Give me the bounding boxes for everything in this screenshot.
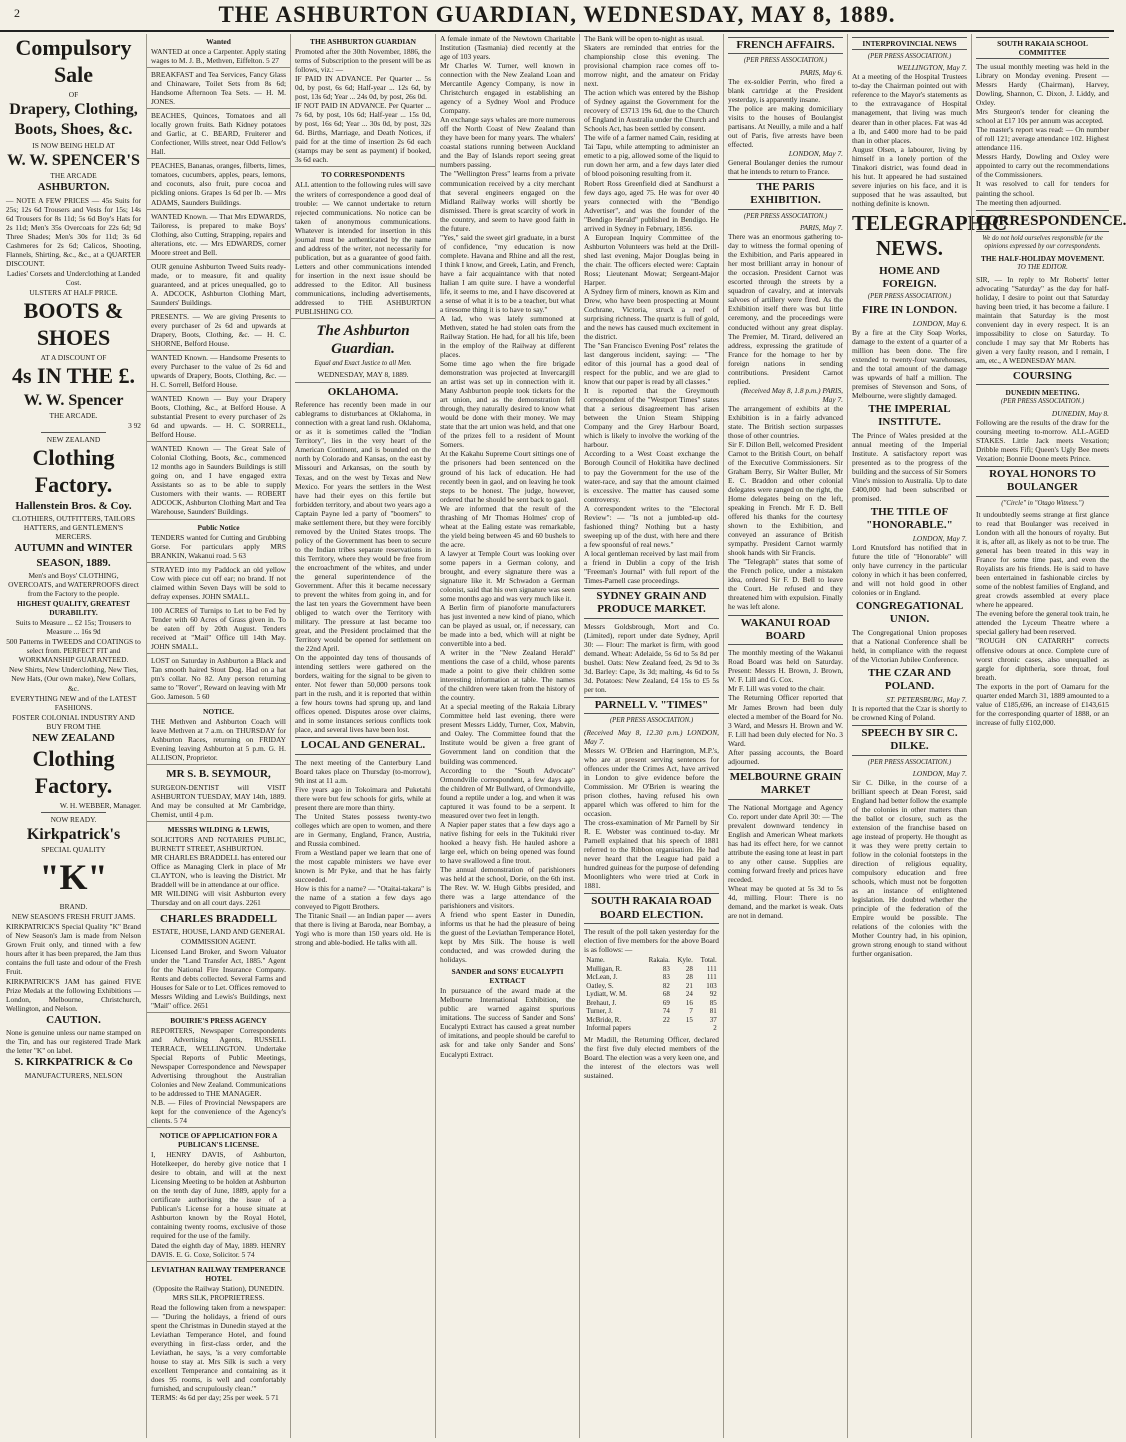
dateline: LONDON, May 7. — [912, 533, 967, 543]
table-row — [584, 982, 718, 991]
ad-line: Men's and Boys' CLOTHING, OVERCOATS, and WATERPROOFS direct from the Factory to the people. — [8, 571, 139, 599]
column-8 — [971, 34, 1126, 1438]
article-paragraph: The "Wellington Press" learns from a private communication received by a city merchant that several engineers engaged on the Midland Railway works will shortly be dismissed. There is great scarcity of work in the country, and seem to have good faith in the future. — [440, 169, 575, 233]
article-paragraph: Skaters are reminded that entries for the championship close this evening. The provisional champion race comes off to-morrow night, and the amateur on Friday next. — [584, 43, 719, 89]
k-brand-mark: "K" — [39, 857, 108, 898]
ad-line: AT A DISCOUNT OF — [40, 352, 107, 362]
section-heading: BOUIRIE'S PRESS AGENCY — [170, 1015, 267, 1025]
article-paragraph: The annual demonstration of parishioners was held at the school, Dorie, on the 6th inst. The Rev. W. W. Hugh Gibbs presided, and there was a large attendance of the parishioners and visitors. — [440, 864, 575, 910]
article-paragraph: At a special meeting of the Rakaia Library Committee held last evening, there were present Messrs Liddy, Turner, Cox, Mabvin, and Oaley. The Committee found that the Institute would be given a free grant of Government land on condition that the building was commenced. — [440, 702, 575, 766]
ad-headline: NEW ZEALAND — [32, 731, 115, 744]
section-heading: INTERPROVINCIAL NEWS — [852, 37, 967, 50]
table-row — [584, 999, 718, 1008]
section-heading: TELEGRAPHIC NEWS. — [852, 210, 1008, 261]
article-paragraph: A lawyer at Temple Court was looking over some papers in a German colony, and brought, and every signature there was a signature like it. Mr Schwadon a German colonist, said that his own signature was seen some months ago and was very much like it. — [440, 548, 575, 603]
ad-line: BRAND. — [59, 902, 88, 912]
table-cell: 28 — [685, 964, 693, 973]
section-heading: THE TITLE OF "HONORABLE." — [866, 505, 953, 532]
newspaper-title: THE ASHBURTON GUARDIAN, WEDNESDAY, MAY 8, 1889. — [218, 2, 896, 27]
classified-ad: REPORTERS, Newspaper Correspondents and Advertising Agents, RUSSELL TERRACE, WELLINGTON. Undertake Special Reports of Public Meetings, Newspaper Correspondence and Newspaper Advertising throughout the Australian Colonies and New Zealand. Communications to be addressed to THE MANAGER. — [151, 1025, 286, 1098]
dateline: LONDON, May 7. — [788, 148, 843, 158]
classified-ad: PEACHES, Bananas, oranges, filberts, limes, tomatoes, cucumbers, apples, pears, lemons, and coconuts, also fruit, pure cocoa and pickling onions. Grapes 1s 6d per lb. — Mrs ADAMS, Saunders Buildings. — [147, 161, 290, 209]
ad-ref: 3 92 — [128, 421, 141, 431]
section-heading: CONGREGATIONAL UNION. — [855, 599, 964, 626]
article-paragraph: A European Inquiry Committee of the Ashburton Volunteers was held at the Drill-shed last evening, Major Douglas being in the chair. The officers elected were: Captain Ross; Lieutenant Mowat; Sergeant-Major Harper. — [584, 232, 719, 287]
ad-line: EVERYTHING NEW and of the LATEST FASHIONS. — [10, 693, 137, 712]
section-heading: COURSING — [976, 368, 1109, 385]
ad-line: ULSTERS AT HALF PRICE. — [29, 288, 118, 298]
section-heading: SANDER and SONS' EUCALYPTI EXTRACT — [451, 967, 564, 986]
column-6 — [723, 34, 847, 1438]
classified-ad: WANTED Known. — That Mrs EDWARDS, Tailoress, is prepared to make Boys' Clothing, also Cutting, Strapping, repairs and alterations, etc. — Mrs EDWARDS, corner Moore street and Bell. — [147, 212, 290, 260]
article-paragraph: "Yes," said the sweet girl graduate, in a burst of confidence, "my education is now complete. Havana and Rhine and all the rest, I think I know, and Greek, Latin, and French, have a fair acquaintance with that noted Italian I am quite sure. I have a wonderful life, it seems to me, and I have discovered at a sense of what it is to be a teacher, but what a tiresome thing it is to have to say." — [440, 232, 575, 314]
article-paragraph: The police are making domiciliary visits to the houses of Boulangist partisans. At Neuilly, a mile and a half out of Paris, five arrests have been effected. — [728, 103, 843, 149]
article-paragraph: "ROUGH ON CATARRH" corrects offensive odours at once. Complete cure of worst chronic cases, also unequalled as gargle for diphtheria, sore throat, foul breath. — [976, 636, 1109, 682]
article-paragraph: A Sydney firm of miners, known as Kim and Drew, who have been prospecting at Mount Cochrane, Victoria, struck a reef of surprising richness. The quartz is full of gold, and the news has caused much excitement in the district. — [584, 286, 719, 342]
table-cell: 103 — [706, 981, 717, 990]
classified-ad: WANTED at once a Carpenter. Apply stating wages to M. J. B., Methven, Eiffelton. 5 27 — [147, 47, 290, 68]
ad-line: NEW SEASON'S FRESH FRUIT JAMS. — [11, 912, 136, 922]
classified-ad: Read the following taken from a newspaper: — "During the holidays, a friend of ours spent the Christmas in Dunedin stayed at the Leviathan Temperance Hotel, and found everything in first-class order, and the Leviathan, he says, 'is a very comfortable house to stay at. Mrs Silk is such a very excellent Temperance and containing as it does 95 rooms, is well and comfortably furnished, and scrupulously clean.'" — [151, 1302, 286, 1393]
table-cell — [642, 1024, 672, 1033]
column-3 — [290, 34, 435, 1438]
classified-ad: OUR genuine Ashburton Tweed Suits ready-made, or to measure, fit and quality guaranteed, and at prices unequalled, go to A. ADCOCK, Ashburton Clothing Mart, Saunders' Buildings. — [147, 262, 290, 310]
dateline: ST. PETERSBURG, May 7. — [886, 694, 967, 704]
ad-headline: CAUTION. — [46, 1013, 101, 1026]
article-paragraph: Sir C. Dilke, in the course of a brilliant speech at Dean Forest, said England had better follow the example of the colonies in other matters than the ballot or closure, such as the extension of the franchise based on age instead of property. He thought as it was they were pretty certain to follow in the colonial footsteps in the direction of religious equality, compulsory education and free schools, which must not be forgotten as an instance of enlightened legislation. He doubted whether the principle of the federation of the Empire would be possible. The relations of the colonies with the Mother Country had, in his opinion, grown strong enough to stand without further organisation. — [852, 777, 967, 959]
classified-ad: MR WILDING will visit Ashburton every Thursday and on all court days. 2261 — [147, 889, 290, 910]
section-heading: SOUTH RAKAIA SCHOOL COMMITTEE — [976, 37, 1109, 59]
article-paragraph: A Berlin firm of pianoforte manufacturers has just invented a new kind of piano, which can be played as usual, or, if necessary, can be made into a bed, which will at night be convertible into a bed. — [440, 602, 575, 649]
wire-credit: (PER PRESS ASSOCIATION.) — [743, 212, 828, 220]
table-cell — [672, 1024, 695, 1033]
ad-line: HIGHEST QUALITY, GREATEST DURABILITY. — [16, 599, 131, 618]
table-row — [584, 990, 718, 999]
classified-ad: I, HENRY DAVIS, of Ashburton, Hotelkeeper, do hereby give notice that I desire to obtain, and will at the next Licensing Meeting to be holden at Ashburton on the tenth day of June, 1889, apply for a certificate authorising the issue of a Publican's License for a house situate at Ashburton known by the Royal Hotel, containing twenty rooms, exclusive of those required for the use of the family. — [151, 1150, 286, 1241]
table-cell: 92 — [709, 990, 717, 999]
article-paragraph: On the appointed day tens of thousands of intending settlers were gathered on the borders, waiting for the signal to be given to enter. Not fewer than 50,000 persons took part in the rush, and it is reported that within a few hours towns had sprung up, and land offices opened. Disputes arose over claims, and in some instances serious conflicts took place, and several lives have been lost. — [295, 653, 431, 735]
dateline: PARIS, May 6. — [800, 67, 843, 77]
article-paragraph: Mr Madill, the Returning Officer, declared the first five duly elected members of the Board. The election was a very keen one, and the interest of the electors was well sustained. — [584, 1034, 719, 1081]
classified-ad: TERMS: 4s 6d per day; 25s per week. 5 71 — [151, 1393, 279, 1402]
section-heading: Wanted — [206, 37, 231, 46]
classified-ad: TENDERS wanted for Cutting and Grubbing Gorse. For particulars apply MRS BRANKIN, Wakanui road. 5 63 — [147, 533, 290, 563]
table-row — [584, 1016, 718, 1025]
ad-headline: Clothing Factory. — [32, 445, 115, 497]
section-heading: ROYAL HONORS TO BOULANGER — [976, 466, 1109, 497]
table-cell: 68 — [662, 990, 670, 999]
article-paragraph: A Napier paper states that a few days ago a native fishing for eels in the Tukituki river hooked a heavy fish. He hauled ashore a large eel, which on being opened was found to have swallowed a fine trout. — [440, 819, 575, 865]
table-cell: Lydiatt, W. M. — [586, 990, 627, 999]
table-cell: 81 — [709, 1007, 717, 1016]
article-paragraph: In pursuance of the award made at the Melbourne International Exhibition, the public are warned against spurious imitations. The success of Sander and Sons' Eucalypti Extract has caused a great number of imitations, and people should be careful to ask for and take only Sander and Sons' Eucalypti Extract. — [440, 986, 575, 1059]
section-heading: SOUTH RAKAIA ROAD BOARD ELECTION. — [584, 893, 719, 924]
article-paragraph: General Boulanger denies the rumour that he intends to return to France. — [728, 158, 843, 177]
article-paragraph: The arrangement of exhibits at the Exhibition is in a fairly advanced state. The British section surpasses those of other countries. — [728, 403, 843, 440]
ad-body: KIRKPATRICK'S JAM has gained FIVE Prize Medals at the following Exhibitions — London, Melbourne, Christchurch, Wellington, and Nelson. — [6, 976, 141, 1013]
article-paragraph: How is this for a name? — "Otaitai-takara" is the name of a station a few days ago conveyed to Pigott Brothers. — [295, 884, 431, 912]
article-paragraph: The ex-soldier Perrin, who fired a blank cartridge at the President yesterday, is apparently insane. — [728, 76, 843, 104]
article-paragraph: It undoubtedly seems strange at first glance to read that Boulanger was received in London with all the honours of royalty. But it is, after all, as likely as not to be true. The general has been treated in this way in France for some time past, and even the Royalists are his friends. He is said to have been entertained in fashionable circles by some of the noblest families of England, and great crowds assembled at every place where he appeared. — [976, 510, 1109, 610]
article-paragraph: The result of the poll taken yesterday for the election of five members for the above Board is as follows: — — [584, 927, 719, 955]
article-paragraph: Messrs W. O'Brien and Harrington, M.P.'s, who are at present serving sentences for offences under the Crimes Act, have arrived in London to give evidence before the Commission. Mr O'Brien is wearing the prison clothes, having refused his own apparel which was offered to him for the occasion. — [584, 745, 719, 818]
classified-ad: SURGEON-DENTIST will VISIT ASHBURTON TUESDAY, MAY 14th, 1889. And may be consulted at Mr Cambridge, Chemist, until 4 p.m. — [147, 783, 290, 822]
section-heading: LEVIATHAN RAILWAY TEMPERANCE HOTEL — [151, 1264, 286, 1283]
disclaimer: We do not hold ourselves responsible for the opinions expressed by our correspondents. — [982, 234, 1103, 251]
table-cell: 111 — [706, 973, 717, 982]
ad-body: KIRKPATRICK'S Special Quality "K" Brand of New Season's Jam is made from Nelson Grown Fruit only, and tinned with a few hours after it has been prepared, the Jam thus contains the full taste and odour of the Fresh Fruit. — [6, 922, 141, 977]
article-paragraph: It is reported that the Czar is shortly to be crowned King of Poland. — [852, 703, 967, 722]
ad-line: ASHBURTON. — [37, 181, 110, 194]
article-paragraph: The exports in the port of Oamaru for the quarter ended March 31, 1889 amounted to a value of £185,696, an increase of £143,615 for the corresponding quarter of 1888, or an increase of fully £102,000. — [976, 681, 1109, 727]
rule — [41, 432, 106, 433]
article-paragraph: From a Westland paper we learn that one of the most capable ministers we have ever known is Mr Pyke, and that he has fairly succeeded. — [295, 848, 431, 885]
dateline: LONDON, May 7. — [912, 768, 967, 778]
dateline: WELLINGTON, May 7. — [896, 63, 967, 73]
table-cell: 22 — [662, 1015, 670, 1024]
motto: Equal and Exact Justice to all Men. — [314, 359, 412, 367]
table-cell: 83 — [662, 964, 670, 973]
article-paragraph: The "Telegraph" states that some of the French police, under a mistaken idea, ordered Sir F. D. Bell to leave the Court. He refused and they threatened him with expulsion. Finally he was left alone. — [728, 557, 843, 612]
article-paragraph: The meeting then adjourned. — [976, 197, 1061, 207]
dateline: (Received May 8, 1.8 p.m.) PARIS, May 7. — [740, 385, 843, 404]
classified-ad: MR CHARLES BRADDELL has entered our Office as Managing Clerk in place of Mr CLAYTON, who is leaving the District. Mr Braddell will be in attendance at our office. — [151, 852, 287, 889]
ad-headline: Hallenstein Bros. & Coy. — [15, 499, 132, 512]
article-paragraph: An exchange says whales are more numerous off the North Coast of New Zealand than they have been for many years. The whalers' coastal stations running between Auckland and the Bay of Islands report seeing great numbers passing. — [440, 115, 575, 170]
article-paragraph: A writer in the "New Zealand Herald" mentions the case of a child, whose parents made a point to give their children some interesting information at table. The names of the children were taken from the history of the country. — [440, 648, 575, 703]
table-cell: 111 — [706, 964, 717, 973]
article-paragraph: August Olsen, a labourer, living by himself in a lonely portion of the Tinakori district, was found dead in his hut. It appeared he had sustained severe injuries on his face, and it is supposed that he was assaulted, but nothing definite is known. — [852, 144, 967, 208]
article-paragraph: A local gentleman received by last mail from a friend in Dublin a copy of the Irish "Freeman's Journal" with full report of the Times-Parnell case proceedings. — [584, 548, 719, 585]
article-paragraph: IF NOT PAID IN ADVANCE. Per Quarter ... 7s 6d, by post, 10s 6d; Half-year ... 15s 0d, by post, 16s 6d; Year ... 30s 0d, by post, 32s 6d. Births, Marriage, and Death Notices, if paid for at the time of insertion 2s 6d each (stamps may be sent as payment) if booked, 3s 6d each. — [291, 101, 435, 167]
article-paragraph: At a meeting of the Hospital Trustees to-day the Chairman pointed out with reference to the Mayor's statements as to the extravagance of Hospital management, that living was much dearer than in other places. Fat was 4d a lb, and £400 more had to be paid than in other places. — [852, 72, 967, 145]
article-paragraph: According to a West Coast exchange the Borough Council of Hokitika have declined to pay the Government for the use of the water-race, and say that the amount claimed is excessive. The matter has caused some controversy. — [584, 449, 719, 504]
section-heading: LOCAL AND GENERAL. — [295, 737, 431, 754]
wire-credit: (PER PRESS ASSOCIATION.) — [743, 57, 828, 65]
table-row — [584, 1024, 718, 1033]
classified-ad: SOLICITORS AND NOTARIES PUBLIC, BURNETT STREET, ASHBURTON. — [151, 834, 286, 853]
section-heading: WAKANUI ROAD BOARD — [728, 615, 843, 646]
column-1 — [2, 34, 145, 1438]
editorial-date: WEDNESDAY, MAY 8, 1889. — [317, 369, 409, 379]
section-heading: TO CORRESPONDENTS — [321, 170, 405, 180]
wire-credit: (PER PRESS ASSOCIATION.) — [609, 717, 694, 725]
letter-salutation: TO THE EDITOR. — [1017, 264, 1068, 272]
ad-line: CLOTHIERS, OUTFITTERS, TAILORS HATTERS, and GENTLEMEN'S MERCERS. — [12, 514, 135, 542]
ad-line: W. H. WEBBER, Manager. — [59, 800, 141, 810]
article-paragraph: Robert Ross Greenfield died at Sandhurst a few days ago, aged 75. He was for over 40 years connected with the "Bendigo Advertiser", and was the founder of the "Bendigo Herald" published in Bendigo. He arrived in Sydney in February, 1856. — [584, 178, 719, 233]
wire-credit: (PER PRESS ASSOCIATION.) — [867, 53, 952, 61]
price-list: — NOTE A FEW PRICES — 45s Suits for 25s; 12s 6d Trousers and Vests for 15s; 14s 6d Trousers for 8s 11d; 5s 6d Boy's Hats for 2s 11d; Men's 35s Overcoats for 22s 6d; 9d Three Shades; Men's 30s for 11d; 3s 6d Cashmeres for 2s 6d; Calicos, Shooting, Flannels, Shirting, &c., &c., at a QUARTER DISCOUNT. — [6, 195, 141, 268]
column-header: Total. — [700, 956, 717, 965]
wire-credit: (PER PRESS ASSOCIATION.) — [867, 758, 952, 766]
article-paragraph: Promoted after the 30th November, 1886, the terms of Subscription to the present will be as follows, viz.: — — [295, 47, 431, 75]
section-heading: MR S. B. SEYMOUR, — [166, 768, 271, 781]
article-paragraph: The Returning Officer reported that Mr James Brown had been duly elected a member of the Board for No. 3 Ward, and Messrs H. Brown and W. F. Lill had been duly elected for No. 3 Ward. — [728, 693, 843, 748]
section-heading: THE HALF-HOLIDAY MOVEMENT. — [980, 254, 1105, 264]
table-cell: Oatley, S. — [586, 981, 614, 990]
ad-line: Drapery, Clothing, — [9, 100, 138, 118]
article-paragraph: The master's report was read: — On number of roll 121; average attendance 102. Highest attendance 116. — [976, 125, 1109, 153]
section-heading: THE CZAR AND POLAND. — [867, 666, 952, 693]
article-paragraph: The usual monthly meeting was held in the Library on Monday evening. Present — Messrs Hardy (Chairman), Harvey, Dowling, Shannon, C. Dixon, J. Liddy, and Oxley. — [976, 62, 1109, 108]
table-cell: 83 — [662, 973, 670, 982]
table-cell: Turner, J. — [586, 1007, 613, 1016]
ad-headline: Compulsory Sale — [15, 35, 132, 87]
table-cell: 15 — [685, 1015, 693, 1024]
section-heading: FRENCH AFFAIRS. — [728, 37, 843, 54]
column-2 — [146, 34, 290, 1438]
ad-line: 500 Patterns in TWEEDS and COATINGS to select from. PERFECT FIT and WORKMANSHIP GUARANTEED. — [6, 637, 141, 665]
dateline: (Received May 8, 12.30 p.m.) LONDON, May 7. — [584, 727, 719, 746]
section-heading: SPEECH BY SIR C. DILKE. — [852, 725, 967, 756]
article-paragraph: Mrs Sturgeon's tender for cleaning the school at £17 10s per annum was accepted. — [976, 107, 1109, 126]
article-paragraph: A lad, who was lately summoned at Methven, stated he had stolen oats from the Railway Station. He had, for all his life, been in the employ of the Railway at different places. — [440, 313, 575, 360]
ad-headline: Clothing Factory. — [32, 746, 115, 798]
ad-line: ESTATE, HOUSE, LAND AND GENERAL COMMISSION AGENT. — [152, 927, 285, 946]
column-7 — [847, 34, 1008, 1438]
article-paragraph: Following are the results of the draw for the coursing meeting to-morrow. ALL-AGED STAKES. Little Jack meets Vexation; Dribble meets Fifi; Queen's Ugly Bee meets Vexation; Bonnie Doone meets Prince. — [976, 417, 1109, 463]
table-cell: 74 — [662, 1007, 670, 1016]
article-source: ("Circle" in "Otago Witness.") — [1001, 499, 1084, 507]
section-heading: MELBOURNE GRAIN MARKET — [728, 769, 843, 800]
classified-ad: Licensed Land Broker, and Sworn Valuator under the "Land Transfer Act, 1885." Agent for the National Fire Insurance Company. Rents and debts collected. Several Farms and Houses for Sale or to Let. Offices removed to Messrs Wilding and Lewis's Buildings, next "Mail" office. 2651 — [147, 947, 290, 1013]
section-heading: SYDNEY GRAIN AND PRODUCE MARKET. — [584, 588, 719, 619]
article-paragraph: ALL attention to the following rules will save the writers of correspondence a good deal of trouble: — We cannot undertake to return rejected communications. No notice can be taken of anonymous communications. Whatever is intended for insertion in this journal must be authenticated by the name and address of the writer, not necessarily for publication, but as a guarantee of good faith. Letters and other communications intended for insertion in the next issue should be addressed to the Editor. All business communications, including advertisements, addressed to THE ASHBURTON PUBLISHING CO. — [291, 180, 435, 318]
table-cell: 7 — [689, 1007, 693, 1016]
article-paragraph: It was resolved to call for tenders for painting the school. — [976, 179, 1109, 198]
rule — [41, 812, 106, 813]
ad-headline: Kirkpatrick's — [26, 825, 121, 843]
masthead — [0, 0, 1114, 32]
article-paragraph: We are informed that the result of the thrashing of Mr Thomas Holmes' crop of wheat at the Ealing estate was remarkable, the yield being between 45 and 60 bushels to the acre. — [440, 503, 575, 549]
article-paragraph: The Titanic Snail — an Indian paper — avers that there is living at Baroda, near Bombay, a Yogi who is more than 150 years old. He is strong and able-bodied. He talks with all. — [295, 911, 431, 948]
article-paragraph: The next meeting of the Canterbury Land Board takes place on Thursday (to-morrow), 9th inst at 11 a.m. — [295, 757, 431, 785]
wire-credit: (PER PRESS ASSOCIATION.) — [867, 292, 952, 300]
rule — [295, 382, 431, 383]
section-subheading: HOME AND FOREIGN. — [879, 265, 940, 291]
article-paragraph: The National Mortgage and Agency Co. report under date April 30: — The prevalent downward tendency in English and American Wheat markets has had its effect here, for we cannot attribute the easing tone at least in part to any other cause. Supplies are coming forward freely and prices have receded. — [728, 802, 843, 884]
article-paragraph: Mr F. Lill was voted to the chair. — [728, 684, 825, 694]
ad-headline: S. KIRKPATRICK & Co — [14, 1056, 133, 1069]
column-header: Kyle. — [677, 956, 693, 965]
column-header: Name. — [586, 956, 605, 965]
table-cell: Brehaut, J. — [586, 998, 617, 1007]
section-heading: CORRESPONDENCE. — [976, 210, 1109, 232]
article-paragraph: It is reported that the Greymouth correspondent of the "Westport Times" states that a serious disagreement has arisen between the Union Steam Shipping Company and the Grey Harbour Board, which is likely to involve the working of the harbour. — [584, 386, 719, 450]
column-4 — [435, 34, 579, 1438]
ad-line: FOSTER COLONIAL INDUSTRY AND BUY FROM THE — [12, 712, 135, 731]
article-paragraph: Some time ago when the fire brigade demonstration was projected at Invercargill an artist was set up in connection with it. Many Ashburton people took tickets for the art union, and as the demonstration fell through, they naturally desired to know what would be done with their money. We may state that the art union was held, and that one of the prizes fell to a resident of Mount Somers. — [440, 359, 575, 450]
article-paragraph: By a fire at the City Soap Works, damage to the extent of a quarter of a million has been done. The fire extended to twenty-four warehouses, and the total amount of the damage was upwards of half a million. The premises of Stevenson and Sons, of Melbourne, were slightly damaged. — [852, 327, 967, 400]
ad-line: SPECIAL QUALITY — [41, 845, 106, 855]
ad-headline: BOOTS & SHOES — [23, 298, 124, 350]
classified-ad: BREAKFAST and Tea Services, Fancy Glass and Chinaware, Toilet Sets from 8s 6d; Handsome Afternoon Tea Sets. — H. M. JONES. — [147, 70, 290, 109]
section-heading: THE PARIS EXHIBITION. — [728, 179, 843, 210]
article-paragraph: There was an enormous gathering to-day to witness the formal opening of the Exhibition, and Paris appeared in her most brilliant array in honour of the occasion. President Carnot was escorted through the streets by a squadron of cavalry, and at intervals salvoes of artillery were fired. As the Exhibition itself there was but little ceremony, and the proceedings were conducted without any great display. The Premier, M. Tirard, delivered an address, expressing the gratitude of France for the homage to her by foreign nations in sending contributions. President Carnot replied. — [728, 232, 843, 386]
ad-line: THE ARCADE. — [49, 411, 98, 421]
article-paragraph: After passing accounts, the Board adjourned. — [728, 747, 843, 766]
section-heading: NOTICE. — [202, 707, 234, 717]
article-paragraph: The "San Francisco Evening Post" relates the last dangerous incident, saying: — "The editor of this journal has a good deal of respect for the public, and we are glad to know that our paper is read by all classes." — [584, 341, 719, 387]
table-cell: Informal papers — [586, 1024, 631, 1033]
section-heading: PARNELL V. "TIMES" — [584, 697, 719, 714]
classified-ad: Dated the eighth day of May, 1889. HENRY DAVIS. E. G. Coxe, Solicitor. 5 74 — [147, 1241, 290, 1262]
ad-line: SEASON, 1889. — [36, 556, 111, 569]
table-row — [584, 1007, 718, 1016]
ad-headline: AUTUMN and WINTER — [14, 542, 133, 555]
article-paragraph: Sir F. Dillon Bell, welcomed President Carnot to the British Court, on behalf of the Executive Commissioners. Sir Graham Berry, Sir Walter Buller, Mr E. C. Braddon and other colonial delegates were ranged on the right, the Home delegates being on the left, speaking in French. Mr F. D. Bell offered his thanks for the courtesy shown to the Exhibition, and conveyed an assurance of British sympathy. President Carnot warmly shook hands with Sir Francis. — [728, 439, 843, 558]
dateline: LONDON, May 6. — [912, 318, 967, 328]
page-number: 2 — [14, 6, 20, 20]
article-paragraph: Messrs Goldsbrough, Mort and Co. (Limited), report under date Sydney, April 30: — Flour: The market is firm, with good demand. Wheat: Adelaide, 5s 6d to 5s 8d per bushel. Oats: New Zealand feed, 2s 9d to 3s 3d. Barley: Cape, 3s 3d; malting, 4s 6d to 5s 3d. Potatoes: New Zealand, £4 15s to £5 5s per ton. — [584, 621, 719, 694]
article-paragraph: The Prince of Wales presided at the annual meeting of the Imperial Institute. A satisfactory report was presented as to the progress of the building and the success of Sir Somers Vine's mission to Australia. Up to date £400,000 had been subscribed or promised. — [852, 430, 967, 503]
classified-ad: PRESENTS. — We are giving Presents to every purchaser of 2s 6d and upwards at Drapery, Boots, Clothing, &c. — H. C. SHORNE, Belford House. — [147, 312, 290, 351]
table-cell: 69 — [662, 998, 670, 1007]
section-heading: THE IMPERIAL INSTITUTE. — [868, 402, 951, 429]
table-cell: Mulligan, R. — [586, 964, 622, 973]
ad-line: Boots, Shoes, &c. — [14, 121, 133, 139]
article-paragraph: A female inmate of the Newtown Charitable Institution (Tasmania) died recently at the age of 103 years. — [440, 34, 575, 62]
classified-ad: WANTED Known. — Handsome Presents to every Purchaser to the value of 2s 6d and upwards of Drapery, Boots, Clothing, &c. — H. C. Sorrell, Belford House. — [147, 353, 290, 392]
ad-line: NEW ZEALAND — [46, 435, 101, 445]
table-cell: McLean, J. — [586, 973, 618, 982]
ad-line: OF — [68, 89, 79, 99]
article-paragraph: Messrs Hardy, Dowling and Oxley were appointed to carry out the recommendations of the Commissioners. — [976, 152, 1109, 180]
section-subheading: DUNEDIN MEETING. — [1005, 388, 1080, 398]
article-paragraph: IF PAID IN ADVANCE. Per Quarter ... 5s 0d, by post, 6s 6d; Half-year ... 12s 6d, by post, 13s 6d; Year ... 24s 0d, by post, 26s 0d. — [295, 74, 431, 102]
article-paragraph: The Congregational Union proposes that a National Conference shall be held, in compliance with the request of the Victorian Jubilee Conference. — [852, 627, 967, 664]
table-cell: 21 — [685, 981, 693, 990]
ad-line: Ladies' Corsets and Underclothing at Landed Cost. — [6, 268, 141, 287]
ad-line: THE ARCADE — [50, 171, 97, 181]
section-heading: NOTICE OF APPLICATION FOR A PUBLICAN'S LICENSE. — [159, 1131, 278, 1150]
ad-body: None is genuine unless our name stamped on the Tin, and has our registered Trade Mark the letter "K" on label. — [6, 1028, 141, 1056]
table-cell: 37 — [709, 1015, 717, 1024]
ad-headline: W. W. SPENCER'S — [7, 151, 140, 169]
table-cell: 24 — [685, 990, 693, 999]
table-cell: 2 — [713, 1024, 717, 1033]
article-paragraph: The action which was entered by the Bishop of Sydney against the Government for the recovery of £3713 19s 6d, due to the Church of England in Australia under the Church and Schools Act, has been settled by consent. — [584, 88, 719, 134]
ad-line: Suits to Measure ... £2 15s; Trousers to Measure ... 16s 9d — [15, 618, 132, 637]
dateline: DUNEDIN, May 8. — [1051, 408, 1109, 418]
classified-ad: STRAYED into my Paddock an old yellow Cow with piece cut off ear; no brand. If not claimed within Seven Days will be sold to defray expenses. JOHN SMALL. — [147, 565, 290, 604]
section-heading: MESSRS WILDING & LEWIS, — [167, 824, 270, 834]
ad-line: NOW READY. — [50, 814, 97, 824]
article-paragraph: Mr Charles W. Turner, well known in connection with the New Zealand Loan and Mercantile Agency Company, is now in Christchurch engaged in establishing an agency of a Sydney Wool and Produce Company. — [440, 61, 575, 116]
column-5 — [579, 34, 723, 1438]
table-cell: McBride, R. — [586, 1015, 622, 1024]
editorial-title: The Ashburton Guardian. — [316, 322, 410, 358]
table-cell: 82 — [662, 981, 670, 990]
section-heading: THE ASHBURTON GUARDIAN — [310, 37, 416, 46]
table-header-row — [584, 956, 718, 965]
article-paragraph: The wife of a farmer named Cain, residing at Tai Tapu, while attempting to administer an emetic to a pig, allowed some of the liquid to run down her arm, and a few days later died of blood poisoning resulting from it. — [584, 133, 719, 179]
article-paragraph: The United States possess twenty-two colleges which are open to women, and there are in Germany, England, France, Austria, and Russia combined. — [295, 812, 431, 849]
ad-line: IS NOW BEING HELD AT — [32, 140, 115, 150]
ad-line: (Opposite the Railway Station), DUNEDIN. MRS SILK, PROPRIETRESS. — [153, 1283, 284, 1302]
section-heading: CHARLES BRADDELL — [159, 913, 278, 926]
ad-headline: 4s IN THE £. — [11, 362, 136, 388]
wire-credit: (PER PRESS ASSOCIATION.) — [1000, 398, 1085, 406]
ad-headline: W. W. Spencer — [23, 391, 124, 409]
election-results-table — [584, 956, 718, 1033]
table-row — [584, 973, 718, 982]
article-paragraph: A friend who spent Easter in Dunedin, informs us that he had the pleasure of being the guest of the Leviathan Temperance Hotel, kept by Mrs Silk. The house is well conducted, and was crowded during the holidays. — [440, 910, 575, 965]
section-heading: FIRE IN LONDON. — [861, 304, 958, 317]
classified-ad: WANTED Known — Buy your Drapery Boots, Clothing, &c., at Belford House. A substantial Present to every purchaser of 2s 6d and upwards. — H. C. SORRELL, Belford House. — [147, 394, 290, 442]
table-cell: 28 — [685, 973, 693, 982]
table-row — [584, 965, 718, 974]
table-cell: 16 — [685, 998, 693, 1007]
section-heading: OKLAHOMA. — [327, 385, 399, 398]
article-paragraph: According to the "South Advocate" Ormondville correspondent, a few days ago the children of Mr Bullward, of Ormondville, found a reptile under a log, and when it was captured it was found to be a serpent. It measured over two feet in length. — [440, 765, 575, 820]
classified-ad: WANTED Known — The Great Sale of Colonial Clothing, Boots, &c., commenced 12 months ago in Saunders Buildings is still going on, and I have engaged extra Assistants so as to be able to supply Customers with their wants. — ROBERT ADCOCK, Ashburton Clothing Mart and Tea Warehouse, Saunders' Buildings. — [147, 444, 290, 519]
classified-ad: 100 ACRES of Turnips to Let to be Fed by Tender with 60 Acres of Grass given in. To be eaten off by 20th August. Tenders received at "Mail" Office till 14th May. JOHN SMALL. — [147, 606, 290, 654]
article-paragraph: Reference has recently been made in our cablegrams to disturbances at Oklahoma, in connection with a great land rush. Oklahoma, or as it is sometimes called the "Indian Territory", lies in the very heart of the American Continent, and is bounded on the north by Colorado and Kansas, on the east by Missouri and Arkansas, on the south by Texas, and on the west by Texas and New Mexico. For years the settlers in the West have had their eyes on this fertile but forbidden territory, and about two years ago a Captain Payne led a party of "boomers" to make settlement there, but they were forcibly removed by the United States troops. The policy of the Government has been to secure to the Indian tribes separate reservations in this Territory, where they would be free from the encroachment of the whites, and under the general superintendence of the Government. After this it became necessary to prevent the whites from going in, and for the last ten years the Government have been obliged to watch over the Territory with military. The pressure at last became too great, and the President proclaimed that the Territory would be opened for settlement on the 22nd April. — [295, 400, 431, 654]
article-paragraph: Wheat may be quoted at 5s 3d to 5s 4d, milling. Flour: There is no demand, and the market is weak. Oats are not in demand. — [728, 883, 843, 920]
dateline: PARIS, May 7. — [800, 223, 843, 233]
article-paragraph: The Bank will be open to-night as usual. — [584, 34, 704, 43]
classified-ad: LOST on Saturday in Ashburton a Black and Tan smooth haired Stout Dog. Had on a hat ptn's collar. No 82. Any person returning same to "Rover", Reward on leaving with Mr Goo. Jameson. 5 60 — [147, 656, 290, 704]
ad-line: New Shirts, New Underclothing, New Ties, New Hats, (Our own make), New Collars, &c. — [9, 665, 138, 693]
article-paragraph: A correspondent writes to the "Electoral Review": — "Is not a jumbled-up old-fashioned thing? Nothing but a hasty sweeping up of the dust, with here and there a few spoonsful of real news." — [584, 503, 719, 549]
article-paragraph: At the Kakahu Supreme Court sittings one of the prisoners had been sentenced on the ground of his lack of education. He had recently been in gaol, and on leaving he took steps to be honest. The judge, however, ordered that he should be sent back to gaol. — [440, 449, 575, 504]
letter-body: SIR, — In reply to Mr Roberts' letter advocating "Saturday" as the day for half-holiday, I desire to point out that Saturday having been tried, it has become a failure. I maintain that Saturday is the most convenient day in every respect. It is an impossibility to close on Saturday. To conclude I may say that Mr Roberts has given a very faulty reason, and I remain, I am, etc., A WEDNESDAY MAN. — [976, 274, 1109, 366]
section-heading: Public Notice — [197, 522, 240, 532]
article-paragraph: The cross-examination of Mr Parnell by Sir R. E. Webster was continued to-day. Mr Parnell explained that his speech of 1881 referred to the Ribbon organisation. He had never heard that the League had paid a hundred guineas for the purpose of defending Moonlighters who were tried at Cork in 1881. — [584, 817, 719, 891]
ad-line: MANUFACTURERS, NELSON — [24, 1070, 123, 1080]
column-header: Rakaia. — [648, 956, 670, 965]
article-paragraph: The monthly meeting of the Wakanui Road Board was held on Saturday. Present: Messrs H. Brown, J. Brown, W. F. Lill and G. Cox. — [728, 648, 843, 685]
classified-ad: BEACHES, Quinces, Tomatoes and all locally grown fruits. Bath Kidney potatoes and Garlic, at C. BEARD, Fruiterer and Confectioner, Wills street, near Odd Fellow's Hall. — [147, 111, 290, 159]
classified-ad: THE Methven and Ashburton Coach will leave Methven at 7 a.m. on THURSDAY for Ashburton Races, returning on FRIDAY Evening leaving Ashburton at 5 p.m. G. H. ALLISON, Proprietor. — [147, 717, 290, 765]
article-paragraph: Five years ago in Tokoimara and Puketahi there were but few schools for girls, while at present there are more than thirty. — [295, 784, 431, 812]
article-paragraph: Lord Knutsford has notified that in future the title of "Honorable" will only have currency in the particular colony in which it has been conferred, and will not hold good in other colonies or in England. — [852, 542, 967, 597]
article-paragraph: The evening before the general took train, he attended the Lyceum Theatre where a special gallery had been reserved. — [976, 609, 1109, 637]
table-cell: 85 — [709, 998, 717, 1007]
classified-ad: N.B. — Files of Provincial Newspapers are kept for the convenience of the Agency's clients. 5 74 — [147, 1098, 290, 1128]
